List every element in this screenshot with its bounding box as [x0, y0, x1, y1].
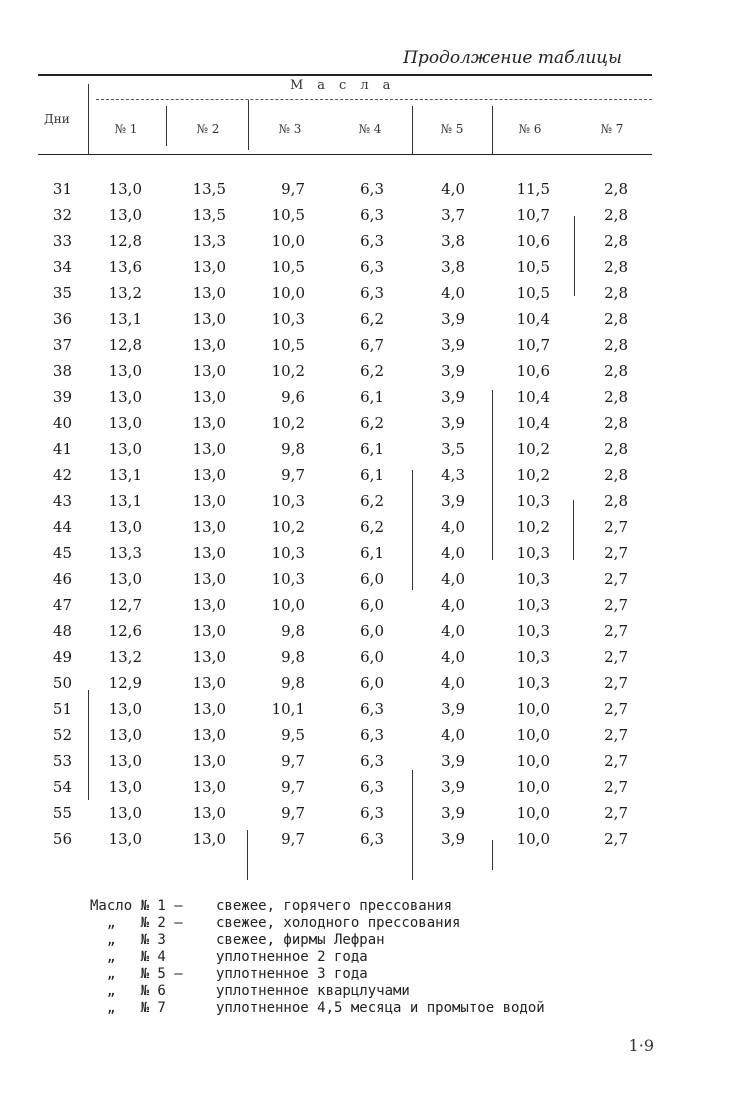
legend-text: уплотненное 2 года: [216, 949, 368, 965]
value-cell-oil-7: 2,8: [604, 180, 628, 198]
value-cell-oil-3: 10,0: [271, 232, 305, 250]
value-cell-oil-4: 6,2: [360, 518, 384, 536]
legend-text: свежее, холодного прессования: [216, 915, 461, 931]
table-row: [0, 826, 732, 852]
table-row: [0, 592, 732, 618]
value-cell-oil-1: 13,0: [108, 752, 142, 770]
value-cell-oil-1: 13,0: [108, 362, 142, 380]
legend-item: [90, 915, 545, 932]
value-cell-oil-2: 13,0: [192, 570, 226, 588]
value-cell-oil-3: 10,3: [271, 492, 305, 510]
day-cell: 47: [52, 596, 72, 614]
value-cell-oil-7: 2,7: [604, 700, 628, 718]
value-cell-oil-4: 6,2: [360, 492, 384, 510]
value-cell-oil-5: 3,9: [441, 804, 465, 822]
day-cell: 34: [52, 258, 72, 276]
value-cell-oil-2: 13,0: [192, 804, 226, 822]
column-header-4: № 4: [358, 122, 382, 136]
value-cell-oil-1: 13,0: [108, 388, 142, 406]
legend: [90, 898, 545, 1017]
table-top-rule: [38, 74, 652, 76]
table-row: [0, 384, 732, 410]
legend-item: [90, 983, 545, 1000]
divider-1: [88, 84, 89, 154]
value-cell-oil-6: 10,3: [516, 570, 550, 588]
value-cell-oil-1: 13,0: [108, 180, 142, 198]
value-cell-oil-2: 13,0: [192, 388, 226, 406]
value-cell-oil-6: 10,0: [516, 700, 550, 718]
legend-mark: „ № 3: [90, 932, 183, 948]
value-cell-oil-5: 4,3: [441, 466, 465, 484]
value-cell-oil-2: 13,0: [192, 284, 226, 302]
value-cell-oil-5: 3,9: [441, 362, 465, 380]
value-cell-oil-6: 10,4: [516, 414, 550, 432]
legend-text: уплотненное кварцлучами: [216, 983, 410, 999]
value-cell-oil-5: 3,9: [441, 336, 465, 354]
value-cell-oil-4: 6,3: [360, 258, 384, 276]
table-row: [0, 462, 732, 488]
value-cell-oil-2: 13,0: [192, 778, 226, 796]
value-cell-oil-7: 2,7: [604, 648, 628, 666]
value-cell-oil-5: 3,9: [441, 492, 465, 510]
legend-mark: „ № 6: [90, 983, 183, 999]
legend-mark: „ № 2 —: [90, 915, 183, 931]
value-cell-oil-4: 6,0: [360, 648, 384, 666]
value-cell-oil-2: 13,0: [192, 466, 226, 484]
day-cell: 50: [52, 674, 72, 692]
column-header-7: № 7: [600, 122, 624, 136]
value-cell-oil-5: 3,9: [441, 830, 465, 848]
value-cell-oil-4: 6,3: [360, 778, 384, 796]
value-cell-oil-4: 6,3: [360, 206, 384, 224]
value-cell-oil-5: 3,9: [441, 310, 465, 328]
value-cell-oil-7: 2,8: [604, 466, 628, 484]
divider-4: [412, 106, 413, 154]
legend-item: [90, 932, 545, 949]
divider-2: [166, 106, 167, 146]
value-cell-oil-2: 13,0: [192, 336, 226, 354]
value-cell-oil-2: 13,0: [192, 752, 226, 770]
value-cell-oil-7: 2,7: [604, 596, 628, 614]
column-header-3: № 3: [278, 122, 302, 136]
column-header-6: № 6: [518, 122, 542, 136]
value-cell-oil-5: 4,0: [441, 284, 465, 302]
day-cell: 38: [52, 362, 72, 380]
day-cell: 40: [52, 414, 72, 432]
legend-text: уплотненное 3 года: [216, 966, 368, 982]
day-cell: 45: [52, 544, 72, 562]
value-cell-oil-7: 2,7: [604, 622, 628, 640]
value-cell-oil-5: 4,0: [441, 570, 465, 588]
value-cell-oil-6: 10,0: [516, 778, 550, 796]
group-underline: [96, 99, 652, 100]
table-row: [0, 306, 732, 332]
value-cell-oil-6: 10,4: [516, 310, 550, 328]
legend-text: свежее, фирмы Лефран: [216, 932, 385, 948]
table-row: [0, 358, 732, 384]
value-cell-oil-6: 10,0: [516, 752, 550, 770]
value-cell-oil-6: 10,4: [516, 388, 550, 406]
value-cell-oil-3: 9,6: [281, 388, 305, 406]
day-cell: 49: [52, 648, 72, 666]
legend-item: [90, 1000, 545, 1017]
legend-mark: „ № 4: [90, 949, 183, 965]
day-cell: 36: [52, 310, 72, 328]
value-cell-oil-5: 3,9: [441, 752, 465, 770]
value-cell-oil-3: 9,8: [281, 622, 305, 640]
table-row: [0, 722, 732, 748]
value-cell-oil-4: 6,3: [360, 180, 384, 198]
value-cell-oil-3: 10,0: [271, 284, 305, 302]
value-cell-oil-3: 9,7: [281, 804, 305, 822]
value-cell-oil-7: 2,7: [604, 726, 628, 744]
day-cell: 39: [52, 388, 72, 406]
value-cell-oil-5: 3,9: [441, 414, 465, 432]
value-cell-oil-5: 3,8: [441, 232, 465, 250]
value-cell-oil-2: 13,0: [192, 726, 226, 744]
value-cell-oil-5: 3,9: [441, 700, 465, 718]
legend-text: свежее, горячего прессования: [216, 898, 453, 914]
table-row: [0, 488, 732, 514]
day-cell: 48: [52, 622, 72, 640]
value-cell-oil-2: 13,0: [192, 596, 226, 614]
value-cell-oil-7: 2,7: [604, 830, 628, 848]
value-cell-oil-7: 2,7: [604, 544, 628, 562]
value-cell-oil-3: 10,3: [271, 570, 305, 588]
table-row: [0, 566, 732, 592]
value-cell-oil-6: 10,5: [516, 258, 550, 276]
day-cell: 53: [52, 752, 72, 770]
value-cell-oil-1: 13,6: [108, 258, 142, 276]
value-cell-oil-7: 2,8: [604, 232, 628, 250]
value-cell-oil-3: 10,2: [271, 362, 305, 380]
value-cell-oil-6: 10,6: [516, 362, 550, 380]
value-cell-oil-2: 13,0: [192, 700, 226, 718]
day-cell: 41: [52, 440, 72, 458]
legend-mark: „ № 7: [90, 1000, 183, 1016]
value-cell-oil-2: 13,0: [192, 492, 226, 510]
value-cell-oil-6: 10,0: [516, 726, 550, 744]
value-cell-oil-2: 13,0: [192, 518, 226, 536]
value-cell-oil-6: 10,3: [516, 674, 550, 692]
legend-item: [90, 949, 545, 966]
value-cell-oil-5: 3,9: [441, 388, 465, 406]
day-cell: 43: [52, 492, 72, 510]
days-header: Дни: [44, 112, 70, 126]
value-cell-oil-3: 9,7: [281, 752, 305, 770]
value-cell-oil-4: 6,3: [360, 700, 384, 718]
value-cell-oil-4: 6,3: [360, 232, 384, 250]
value-cell-oil-3: 10,5: [271, 206, 305, 224]
value-cell-oil-3: 10,2: [271, 518, 305, 536]
day-cell: 52: [52, 726, 72, 744]
legend-item: [90, 898, 545, 915]
value-cell-oil-7: 2,8: [604, 310, 628, 328]
value-cell-oil-7: 2,7: [604, 674, 628, 692]
value-cell-oil-5: 3,7: [441, 206, 465, 224]
value-cell-oil-1: 13,0: [108, 440, 142, 458]
value-cell-oil-4: 6,1: [360, 388, 384, 406]
day-cell: 51: [52, 700, 72, 718]
value-cell-oil-6: 10,3: [516, 544, 550, 562]
value-cell-oil-2: 13,5: [192, 206, 226, 224]
value-cell-oil-2: 13,0: [192, 622, 226, 640]
value-cell-oil-6: 10,0: [516, 830, 550, 848]
value-cell-oil-6: 10,3: [516, 648, 550, 666]
legend-text: уплотненное 4,5 месяца и промытое водой: [216, 1000, 545, 1016]
value-cell-oil-5: 4,0: [441, 544, 465, 562]
value-cell-oil-2: 13,0: [192, 830, 226, 848]
value-cell-oil-5: 3,8: [441, 258, 465, 276]
day-cell: 54: [52, 778, 72, 796]
value-cell-oil-1: 13,2: [108, 648, 142, 666]
value-cell-oil-5: 4,0: [441, 726, 465, 744]
legend-mark: Масло № 1 —: [90, 898, 183, 914]
value-cell-oil-1: 12,8: [108, 336, 142, 354]
value-cell-oil-7: 2,8: [604, 388, 628, 406]
value-cell-oil-6: 10,3: [516, 596, 550, 614]
value-cell-oil-4: 6,7: [360, 336, 384, 354]
table-row: [0, 670, 732, 696]
table-row: [0, 202, 732, 228]
value-cell-oil-3: 10,3: [271, 310, 305, 328]
value-cell-oil-5: 4,0: [441, 518, 465, 536]
value-cell-oil-7: 2,8: [604, 362, 628, 380]
value-cell-oil-4: 6,0: [360, 596, 384, 614]
value-cell-oil-2: 13,0: [192, 440, 226, 458]
day-cell: 33: [52, 232, 72, 250]
value-cell-oil-2: 13,5: [192, 180, 226, 198]
table-row: [0, 644, 732, 670]
value-cell-oil-5: 3,9: [441, 778, 465, 796]
day-cell: 37: [52, 336, 72, 354]
value-cell-oil-3: 10,5: [271, 336, 305, 354]
group-header: Масла: [290, 78, 405, 93]
table-row: [0, 254, 732, 280]
value-cell-oil-1: 13,0: [108, 206, 142, 224]
value-cell-oil-7: 2,8: [604, 336, 628, 354]
table-header-rule: [38, 154, 652, 155]
value-cell-oil-1: 13,0: [108, 830, 142, 848]
page-number: 1·9: [628, 1036, 654, 1055]
value-cell-oil-4: 6,0: [360, 674, 384, 692]
day-cell: 35: [52, 284, 72, 302]
value-cell-oil-1: 12,8: [108, 232, 142, 250]
column-header-5: № 5: [440, 122, 464, 136]
value-cell-oil-4: 6,0: [360, 570, 384, 588]
value-cell-oil-1: 13,0: [108, 570, 142, 588]
table-row: [0, 436, 732, 462]
value-cell-oil-2: 13,0: [192, 674, 226, 692]
value-cell-oil-3: 9,8: [281, 674, 305, 692]
legend-item: [90, 966, 545, 983]
value-cell-oil-3: 9,7: [281, 778, 305, 796]
column-headers: [0, 122, 732, 138]
table-row: [0, 800, 732, 826]
value-cell-oil-2: 13,0: [192, 544, 226, 562]
day-cell: 44: [52, 518, 72, 536]
value-cell-oil-7: 2,8: [604, 492, 628, 510]
value-cell-oil-3: 9,5: [281, 726, 305, 744]
value-cell-oil-6: 10,6: [516, 232, 550, 250]
value-cell-oil-7: 2,7: [604, 570, 628, 588]
value-cell-oil-5: 4,0: [441, 648, 465, 666]
value-cell-oil-1: 12,6: [108, 622, 142, 640]
value-cell-oil-7: 2,8: [604, 206, 628, 224]
value-cell-oil-1: 13,2: [108, 284, 142, 302]
table-row: [0, 514, 732, 540]
divider-5: [492, 106, 493, 154]
value-cell-oil-2: 13,0: [192, 258, 226, 276]
value-cell-oil-3: 10,2: [271, 414, 305, 432]
value-cell-oil-7: 2,8: [604, 440, 628, 458]
value-cell-oil-3: 9,8: [281, 440, 305, 458]
value-cell-oil-4: 6,3: [360, 830, 384, 848]
value-cell-oil-4: 6,0: [360, 622, 384, 640]
table-row: [0, 228, 732, 254]
column-header-1: № 1: [114, 122, 138, 136]
value-cell-oil-1: 13,1: [108, 466, 142, 484]
value-cell-oil-3: 9,7: [281, 180, 305, 198]
value-cell-oil-3: 9,7: [281, 466, 305, 484]
day-cell: 46: [52, 570, 72, 588]
value-cell-oil-4: 6,3: [360, 284, 384, 302]
value-cell-oil-3: 9,8: [281, 648, 305, 666]
value-cell-oil-1: 13,0: [108, 700, 142, 718]
value-cell-oil-3: 9,7: [281, 830, 305, 848]
legend-mark: „ № 5 —: [90, 966, 183, 982]
value-cell-oil-6: 10,5: [516, 284, 550, 302]
table-row: [0, 176, 732, 202]
table-row: [0, 540, 732, 566]
value-cell-oil-1: 13,0: [108, 778, 142, 796]
table-row: [0, 410, 732, 436]
value-cell-oil-6: 10,3: [516, 622, 550, 640]
table-row: [0, 696, 732, 722]
day-cell: 55: [52, 804, 72, 822]
table-row: [0, 280, 732, 306]
value-cell-oil-1: 12,9: [108, 674, 142, 692]
column-header-2: № 2: [196, 122, 220, 136]
value-cell-oil-2: 13,0: [192, 310, 226, 328]
value-cell-oil-2: 13,0: [192, 362, 226, 380]
value-cell-oil-5: 4,0: [441, 674, 465, 692]
table-row: [0, 332, 732, 358]
value-cell-oil-5: 4,0: [441, 622, 465, 640]
value-cell-oil-3: 10,5: [271, 258, 305, 276]
value-cell-oil-4: 6,3: [360, 752, 384, 770]
value-cell-oil-1: 13,3: [108, 544, 142, 562]
value-cell-oil-1: 12,7: [108, 596, 142, 614]
value-cell-oil-1: 13,1: [108, 492, 142, 510]
value-cell-oil-6: 10,2: [516, 518, 550, 536]
value-cell-oil-2: 13,0: [192, 648, 226, 666]
value-cell-oil-4: 6,2: [360, 310, 384, 328]
value-cell-oil-1: 13,0: [108, 518, 142, 536]
value-cell-oil-4: 6,3: [360, 804, 384, 822]
day-cell: 31: [52, 180, 72, 198]
value-cell-oil-6: 10,2: [516, 466, 550, 484]
value-cell-oil-4: 6,3: [360, 726, 384, 744]
data-table-body: [0, 176, 732, 852]
value-cell-oil-5: 3,5: [441, 440, 465, 458]
value-cell-oil-1: 13,1: [108, 310, 142, 328]
value-cell-oil-6: 10,7: [516, 206, 550, 224]
value-cell-oil-4: 6,2: [360, 362, 384, 380]
value-cell-oil-2: 13,3: [192, 232, 226, 250]
day-cell: 32: [52, 206, 72, 224]
value-cell-oil-4: 6,1: [360, 466, 384, 484]
value-cell-oil-6: 10,7: [516, 336, 550, 354]
value-cell-oil-7: 2,7: [604, 518, 628, 536]
value-cell-oil-7: 2,8: [604, 258, 628, 276]
value-cell-oil-6: 10,2: [516, 440, 550, 458]
value-cell-oil-3: 10,3: [271, 544, 305, 562]
value-cell-oil-4: 6,1: [360, 544, 384, 562]
value-cell-oil-5: 4,0: [441, 180, 465, 198]
value-cell-oil-1: 13,0: [108, 726, 142, 744]
divider-3: [248, 100, 249, 150]
value-cell-oil-2: 13,0: [192, 414, 226, 432]
day-cell: 56: [52, 830, 72, 848]
table-row: [0, 618, 732, 644]
continuation-title: Продолжение таблицы: [403, 48, 622, 68]
table-row: [0, 774, 732, 800]
value-cell-oil-7: 2,7: [604, 804, 628, 822]
value-cell-oil-6: 10,3: [516, 492, 550, 510]
value-cell-oil-3: 10,0: [271, 596, 305, 614]
value-cell-oil-7: 2,7: [604, 778, 628, 796]
table-row: [0, 748, 732, 774]
value-cell-oil-7: 2,7: [604, 752, 628, 770]
value-cell-oil-1: 13,0: [108, 414, 142, 432]
value-cell-oil-7: 2,8: [604, 414, 628, 432]
value-cell-oil-4: 6,1: [360, 440, 384, 458]
value-cell-oil-4: 6,2: [360, 414, 384, 432]
value-cell-oil-5: 4,0: [441, 596, 465, 614]
value-cell-oil-1: 13,0: [108, 804, 142, 822]
value-cell-oil-3: 10,1: [271, 700, 305, 718]
value-cell-oil-6: 10,0: [516, 804, 550, 822]
value-cell-oil-6: 11,5: [516, 180, 550, 198]
value-cell-oil-7: 2,8: [604, 284, 628, 302]
day-cell: 42: [52, 466, 72, 484]
